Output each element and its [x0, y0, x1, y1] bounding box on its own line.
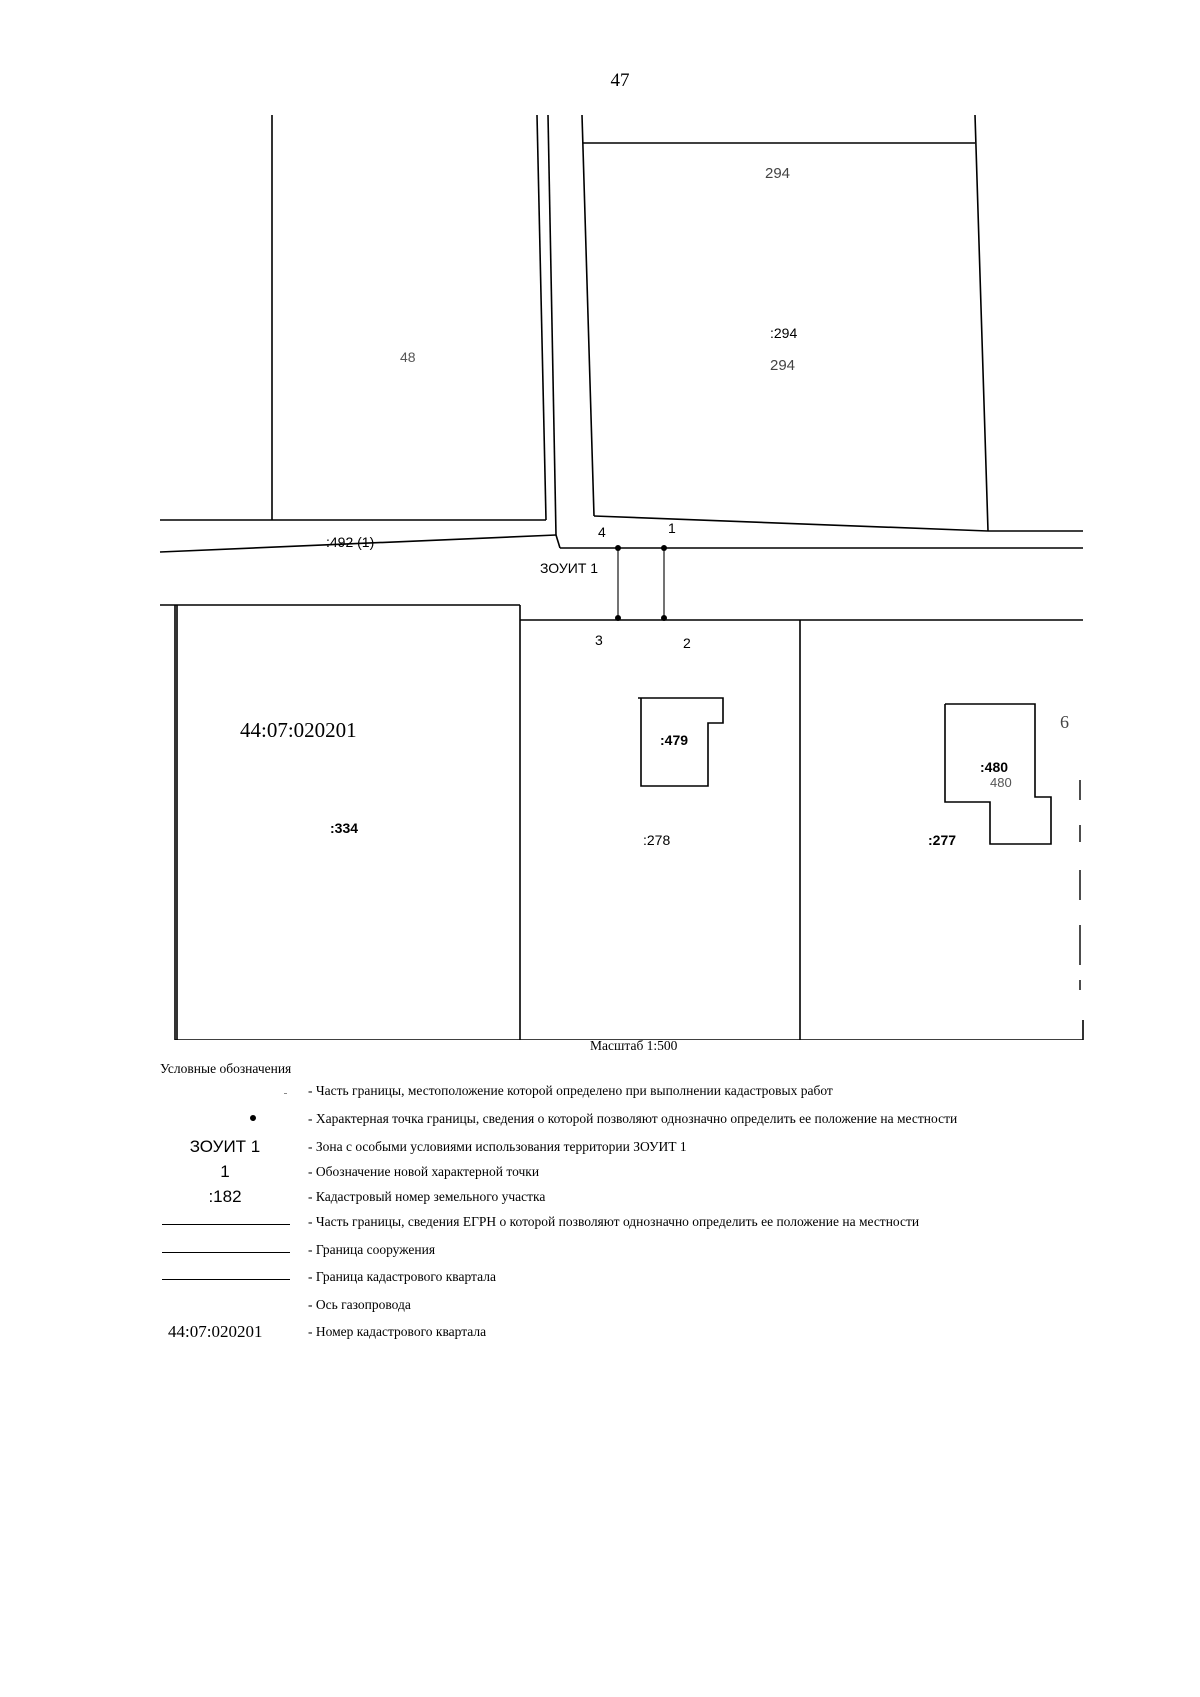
- parcel-label-334: :334: [330, 820, 359, 836]
- point-label-4: 4: [598, 524, 606, 540]
- parcel-label-6: 6: [1060, 712, 1069, 732]
- quarter-line-icon: [162, 1279, 290, 1280]
- parcel-label-294-bottom: 294: [770, 357, 796, 374]
- legend-item-egrn-boundary: - Часть границы, сведения ЕГРН о которой позволяют однозначно определить ее положение на местности: [160, 1212, 1160, 1234]
- boundary-line-icon: [162, 1224, 290, 1225]
- legend-item-characteristic-point: - Характерная точка границы, сведения о которой позволяют однозначно определить ее положение на местности: [160, 1109, 1160, 1131]
- point-dot-icon: [250, 1115, 256, 1121]
- zone-label: ЗОУИТ 1: [540, 560, 599, 576]
- parcel-label-480-alt: 480: [990, 775, 1012, 790]
- structure-line-icon: [162, 1252, 290, 1253]
- parcel-label-48: 48: [400, 349, 416, 365]
- zone-symbol: ЗОУИТ 1: [189, 1137, 261, 1156]
- quarter-number-symbol: 44:07:020201: [168, 1322, 263, 1341]
- legend-item-parcel-number: :182 - Кадастровый номер земельного участка: [160, 1187, 1160, 1209]
- legend-title: Условные обозначения: [160, 1061, 292, 1076]
- legend-item-structure-boundary: - Граница сооружения: [160, 1240, 1160, 1262]
- parcel-label-277: :277: [928, 832, 957, 848]
- parcel-label-479: :479: [660, 732, 689, 748]
- legend-item-new-point: 1 - Обозначение новой характерной точки: [160, 1162, 1160, 1184]
- legend-item-zone: ЗОУИТ 1 - Зона с особыми условиями использования территории ЗОУИТ 1: [160, 1137, 1160, 1159]
- parcel-label-492: :492 (1): [326, 534, 375, 550]
- parcel-number-symbol: :182: [208, 1187, 242, 1206]
- point-label-1: 1: [668, 520, 676, 536]
- new-point-symbol: 1: [220, 1162, 230, 1181]
- legend-item-measured-boundary: - Часть границы, местоположение которой определено при выполнении кадастровых работ: [160, 1081, 1160, 1103]
- parcel-label-278: :278: [643, 832, 671, 848]
- map-scale: Масштаб 1:500: [590, 1038, 678, 1053]
- page-number: 47: [610, 70, 630, 91]
- point-label-3: 3: [595, 632, 603, 648]
- quarter-number-label: 44:07:020201: [240, 718, 357, 742]
- parcel-label-480: :480: [980, 759, 1009, 775]
- legend-item-gas-pipeline: - Ось газопровода: [308, 1297, 411, 1312]
- tick-mark-icon: [284, 1093, 287, 1094]
- legend-item-quarter-boundary: - Граница кадастрового квартала: [160, 1267, 1160, 1289]
- point-label-2: 2: [683, 635, 691, 651]
- legend-item-quarter-number: 44:07:020201 - Номер кадастрового квартала: [168, 1322, 487, 1341]
- parcel-label-294: :294: [770, 325, 798, 341]
- parcel-label-294-top: 294: [765, 165, 791, 182]
